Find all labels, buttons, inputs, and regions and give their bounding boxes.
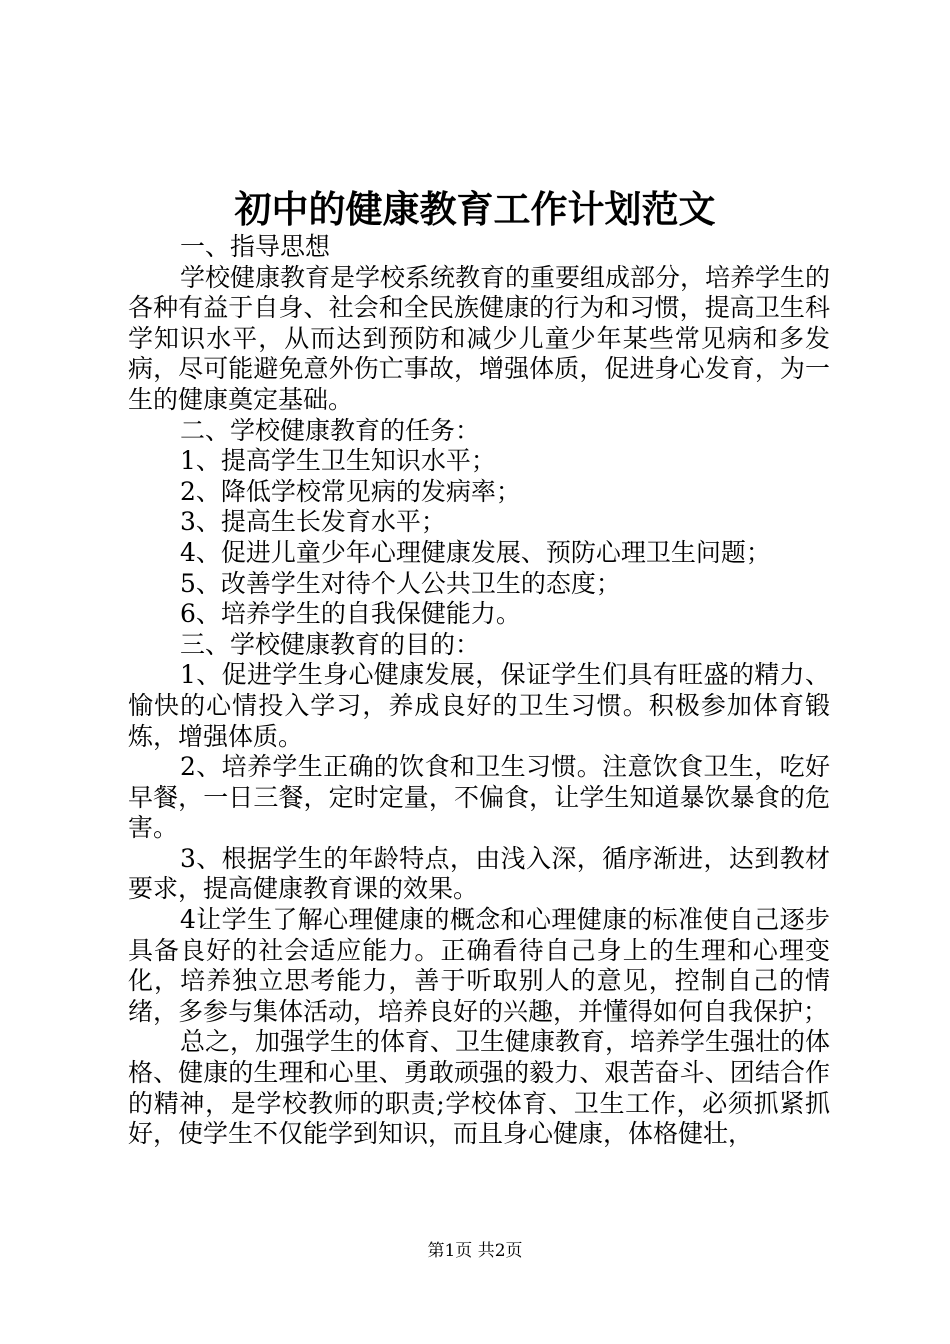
page-footer: 第1页 共2页 [427,1241,523,1261]
task-item: 1、提高学生卫生知识水平； [180,446,496,476]
document-body [128,232,830,1150]
purpose-item: 2、培养学生正确的饮食和卫生习惯。注意饮食卫生，吃好早餐，一日三餐，定时定量，不偏食，让学生知道暴饮暴食的危害。 [128,752,830,843]
section-heading-guiding-thought: 一、指导思想 [180,232,331,261]
task-item: 6、培养学生的自我保健能力。 [180,599,521,629]
document-title: 初中的健康教育工作计划范文 [234,187,716,231]
task-item: 2、降低学校常见病的发病率； [180,476,521,506]
purpose-item: 1、促进学生身心健康发展，保证学生们具有旺盛的精力、愉快的心情投入学习，养成良好的卫生习惯。积极参加体育锻炼，增强体质。 [128,660,830,751]
task-item: 5、改善学生对待个人公共卫生的态度； [180,568,621,598]
task-item: 3、提高生长发育水平； [180,507,446,537]
purpose-item: 3、根据学生的年龄特点，由浅入深，循序渐进，达到教材要求，提高健康教育课的效果。 [128,843,830,904]
purpose-item: 4让学生了解心理健康的概念和心理健康的标准使自己逐步具备良好的社会适应能力。正确看待自己身上的生理和心理变化，培养独立思考能力，善于听取别人的意见，控制自己的情绪，多参与集体活动，培养良好的兴趣，并懂得如何自我保护； [128,905,830,1026]
paragraph-summary: 总之，加强学生的体育、卫生健康教育，培养学生强壮的体格、健康的生理和心里、勇敢顽强的毅力、艰苦奋斗、团结合作的精神，是学校教师的职责;学校体育、卫生工作，必须抓紧抓好，使学生不仅能学到知识，而且身心健康，体格健壮， [128,1027,831,1149]
section-heading-tasks: 二、学校健康教育的任务： [180,415,481,445]
section-heading-purpose: 三、学校健康教育的目的： [180,629,481,659]
task-item: 4、促进儿童少年心理健康发展、预防心理卫生问题； [180,537,771,567]
paragraph-guiding-thought: 学校健康教育是学校系统教育的重要组成部分，培养学生的各种有益于自身、社会和全民族健康的行为和习惯，提高卫生科学知识水平，从而达到预防和减少儿童少年某些常见病和多发病，尽可能避免意外伤亡事故，增强体质，促进身心发育，为一生的健康奠定基础。 [128,262,831,414]
